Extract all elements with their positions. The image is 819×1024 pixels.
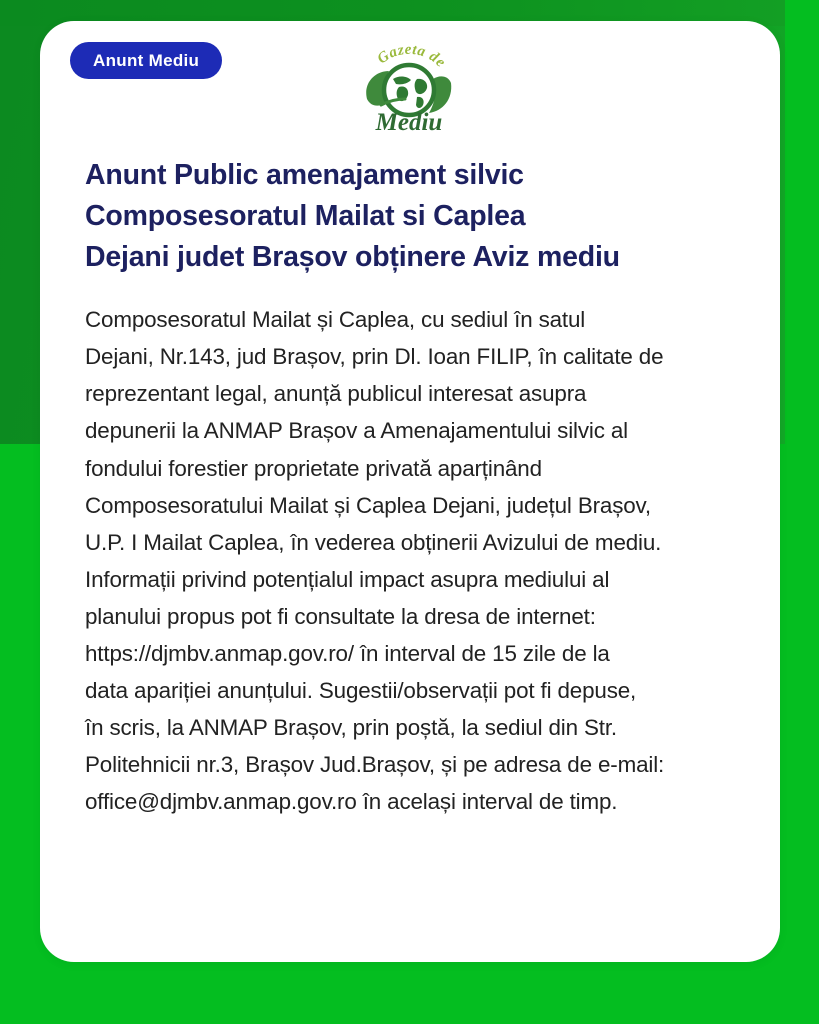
page-title-line: Anunt Public amenajament silvic [85,159,524,191]
body-line: în scris, la ANMAP Brașov, prin poștă, la sediul din Str. [85,715,617,741]
body-line: data apariției anunțului. Sugestii/observații pot fi depuse, [85,678,637,704]
category-badge[interactable]: Anunt Mediu [70,42,222,79]
body-line: Informații privind potențialul impact asupra mediului al [85,566,610,592]
svg-text:Gazeta de: Gazeta de [374,41,449,71]
body-line: U.P. I Mailat Caplea, în vederea obținerii Avizului de mediu. [85,529,662,555]
body-line: reprezentant legal, anunță publicul interesat asupra [85,381,587,407]
body-line: depunerii la ANMAP Brașov a Amenajamentului silvic al [85,418,628,444]
body-line: fondului forestier proprietate privată aparținând [85,455,542,481]
svg-text:Mediu: Mediu [375,109,443,136]
announcement-body [40,277,780,820]
page-title-line: Composesoratul Mailat si Caplea [85,199,526,232]
gazeta-de-mediu-logo [353,27,465,139]
page-title [40,133,780,277]
body-line: planului propus pot fi consultate la dresa de internet: [85,603,596,629]
body-line: Composesoratului Mailat și Caplea Dejani, județul Brașov, [85,492,652,518]
body-line: Dejani, Nr.143, jud Brașov, prin Dl. Ioan FILIP, în calitate de [85,344,664,370]
body-line-email[interactable]: office@djmbv.anmap.gov.ro în același interval de timp. [85,789,618,815]
card-header [40,21,780,136]
body-line: Composesoratul Mailat și Caplea, cu sediul în satul [85,307,586,333]
body-line-url[interactable]: https://djmbv.anmap.gov.ro/ în interval de 15 zile de la [85,640,610,666]
body-line: Politehnicii nr.3, Brașov Jud.Brașov, și pe adresa de e-mail: [85,752,665,778]
page-title-line: Dejani judet Brașov obținere Aviz mediu [85,240,620,273]
content-card [40,21,780,962]
